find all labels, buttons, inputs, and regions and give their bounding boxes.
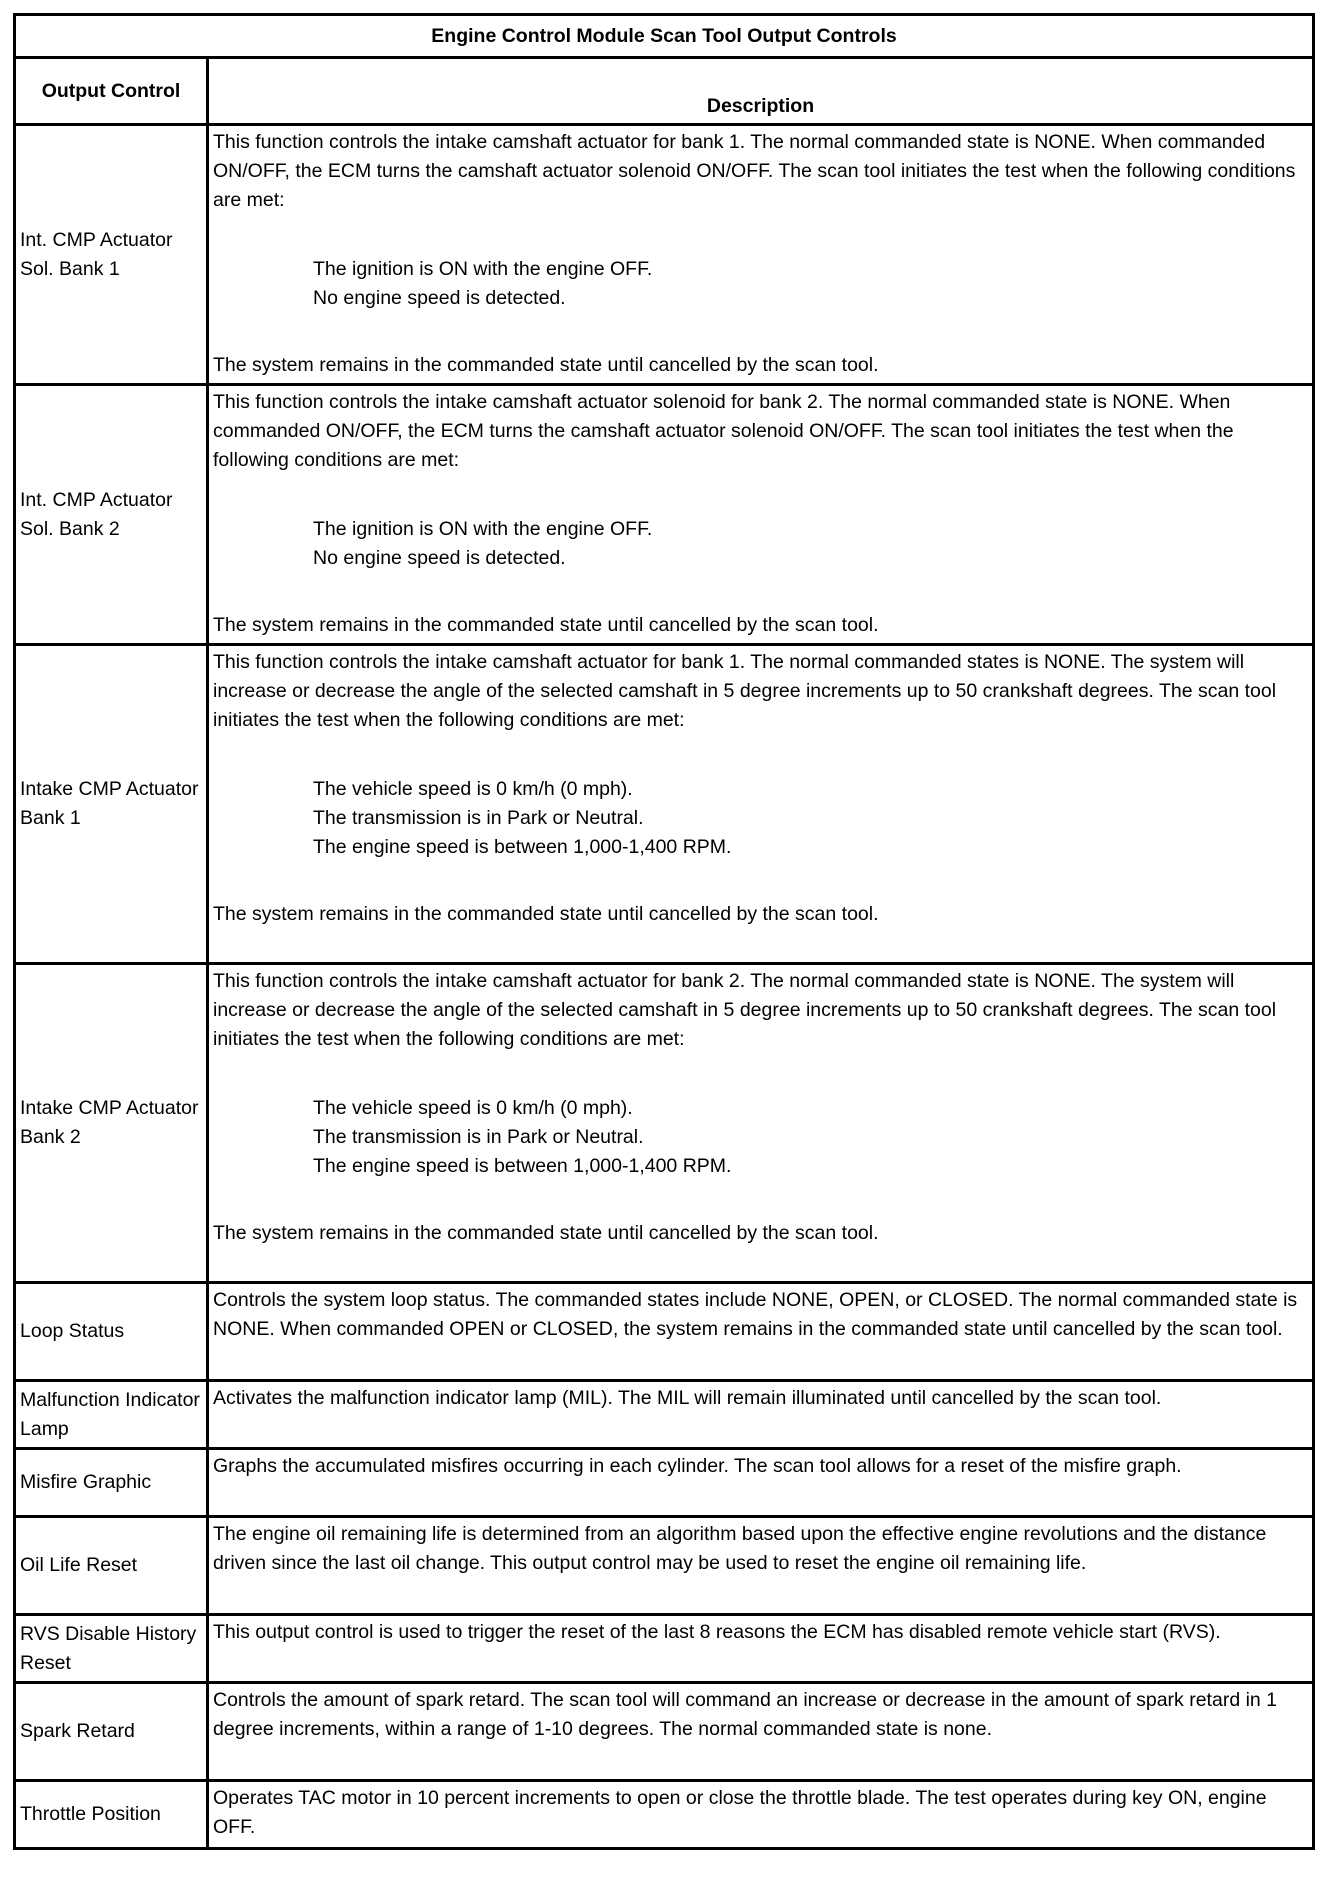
description-text: Graphs the accumulated misfires occurring in each cylinder. The scan tool allows for a reset of the misfire graph.	[213, 1455, 1182, 1477]
conditions-list	[313, 515, 1308, 573]
description-cell	[208, 1283, 1314, 1381]
description-cell	[208, 645, 1314, 964]
conditions-list	[313, 1094, 1308, 1181]
description-text: Activates the malfunction indicator lamp (MIL). The MIL will remain illuminated until cancelled by the scan tool.	[213, 1387, 1162, 1409]
output-control-name: Throttle Position	[15, 1781, 208, 1849]
description-cell	[208, 1381, 1314, 1449]
output-controls-table	[13, 13, 1315, 1850]
output-control-name: Oil Life Reset	[15, 1517, 208, 1615]
output-control-name: Intake CMP Actuator Bank 2	[15, 964, 208, 1283]
table-title: Engine Control Module Scan Tool Output Controls	[15, 15, 1314, 58]
description-text: This function controls the intake camshaft actuator for bank 2. The normal commanded state is NONE. The system will increase or decrease the angle of the selected camshaft in 5 degree increments up to 50 crankshaft degrees. The scan tool initiates the test when the following conditions are met:	[213, 970, 1277, 1050]
description-text: Controls the system loop status. The commanded states include NONE, OPEN, or CLOSED. The normal commanded state is NONE. When commanded OPEN or CLOSED, the system remains in the commanded state until cancelled by the scan tool.	[213, 1289, 1298, 1340]
table-row	[15, 1683, 1314, 1781]
condition-item: No engine speed is detected.	[313, 287, 566, 309]
description-text: Operates TAC motor in 10 percent increments to open or close the throttle blade. The test operates during key ON, engine OFF.	[213, 1787, 1267, 1838]
description-cell	[208, 125, 1314, 385]
condition-item: No engine speed is detected.	[313, 547, 566, 569]
description-outro: The system remains in the commanded state until cancelled by the scan tool.	[213, 354, 879, 376]
table-row	[15, 1615, 1314, 1683]
output-control-name: Intake CMP Actuator Bank 1	[15, 645, 208, 964]
table-row	[15, 645, 1314, 964]
description-text: This output control is used to trigger the reset of the last 8 reasons the ECM has disabled remote vehicle start (RVS).	[213, 1621, 1221, 1643]
table-row	[15, 1381, 1314, 1449]
condition-item: The ignition is ON with the engine OFF.	[313, 258, 653, 280]
output-control-name: Misfire Graphic	[15, 1449, 208, 1517]
condition-item: The vehicle speed is 0 km/h (0 mph).	[313, 778, 633, 800]
output-control-name: Malfunction Indicator Lamp	[15, 1381, 208, 1449]
description-cell	[208, 964, 1314, 1283]
conditions-list	[313, 775, 1308, 862]
description-outro: The system remains in the commanded state until cancelled by the scan tool.	[213, 1222, 879, 1244]
output-control-name: Int. CMP Actuator Sol. Bank 1	[15, 125, 208, 385]
condition-item: The engine speed is between 1,000-1,400 RPM.	[313, 836, 732, 858]
description-text: This function controls the intake camshaft actuator solenoid for bank 2. The normal commanded state is NONE. When commanded ON/OFF, the ECM turns the camshaft actuator solenoid ON/OFF. The scan tool initiates the test when the following conditions are met:	[213, 391, 1234, 471]
description-cell	[208, 1683, 1314, 1781]
description-text: This function controls the intake camshaft actuator for bank 1. The normal commanded state is NONE. When commanded ON/OFF, the ECM turns the camshaft actuator solenoid ON/OFF. The scan tool initiates the test when the following conditions are met:	[213, 131, 1296, 211]
description-cell	[208, 1517, 1314, 1615]
header-output-control: Output Control	[15, 58, 208, 125]
description-text: The engine oil remaining life is determined from an algorithm based upon the effective engine revolutions and the distance driven since the last oil change. This output control may be used to reset the engine oil remaining life.	[213, 1523, 1267, 1574]
table-row	[15, 1517, 1314, 1615]
table-row	[15, 964, 1314, 1283]
description-text: Controls the amount of spark retard. The scan tool will command an increase or decrease in the amount of spark retard in 1 degree increments, within a range of 1-10 degrees. The normal commanded state is none.	[213, 1689, 1278, 1740]
output-control-name: Loop Status	[15, 1283, 208, 1381]
output-control-name: Spark Retard	[15, 1683, 208, 1781]
output-control-name: Int. CMP Actuator Sol. Bank 2	[15, 385, 208, 645]
output-control-name: RVS Disable History Reset	[15, 1615, 208, 1683]
condition-item: The transmission is in Park or Neutral.	[313, 807, 644, 829]
table-row	[15, 1781, 1314, 1849]
description-cell	[208, 385, 1314, 645]
condition-item: The ignition is ON with the engine OFF.	[313, 518, 653, 540]
description-text: This function controls the intake camshaft actuator for bank 1. The normal commanded states is NONE. The system will increase or decrease the angle of the selected camshaft in 5 degree increments up to 50 crankshaft degrees. The scan tool initiates the test when the following conditions are met:	[213, 651, 1277, 731]
condition-item: The vehicle speed is 0 km/h (0 mph).	[313, 1097, 633, 1119]
description-cell	[208, 1615, 1314, 1683]
description-cell	[208, 1449, 1314, 1517]
conditions-list	[313, 255, 1308, 313]
condition-item: The transmission is in Park or Neutral.	[313, 1126, 644, 1148]
condition-item: The engine speed is between 1,000-1,400 RPM.	[313, 1155, 732, 1177]
table-row	[15, 1449, 1314, 1517]
table-row	[15, 125, 1314, 385]
header-description: Description	[208, 58, 1314, 125]
description-outro: The system remains in the commanded state until cancelled by the scan tool.	[213, 903, 879, 925]
table-row	[15, 385, 1314, 645]
description-cell	[208, 1781, 1314, 1849]
description-outro: The system remains in the commanded state until cancelled by the scan tool.	[213, 614, 879, 636]
table-row	[15, 1283, 1314, 1381]
